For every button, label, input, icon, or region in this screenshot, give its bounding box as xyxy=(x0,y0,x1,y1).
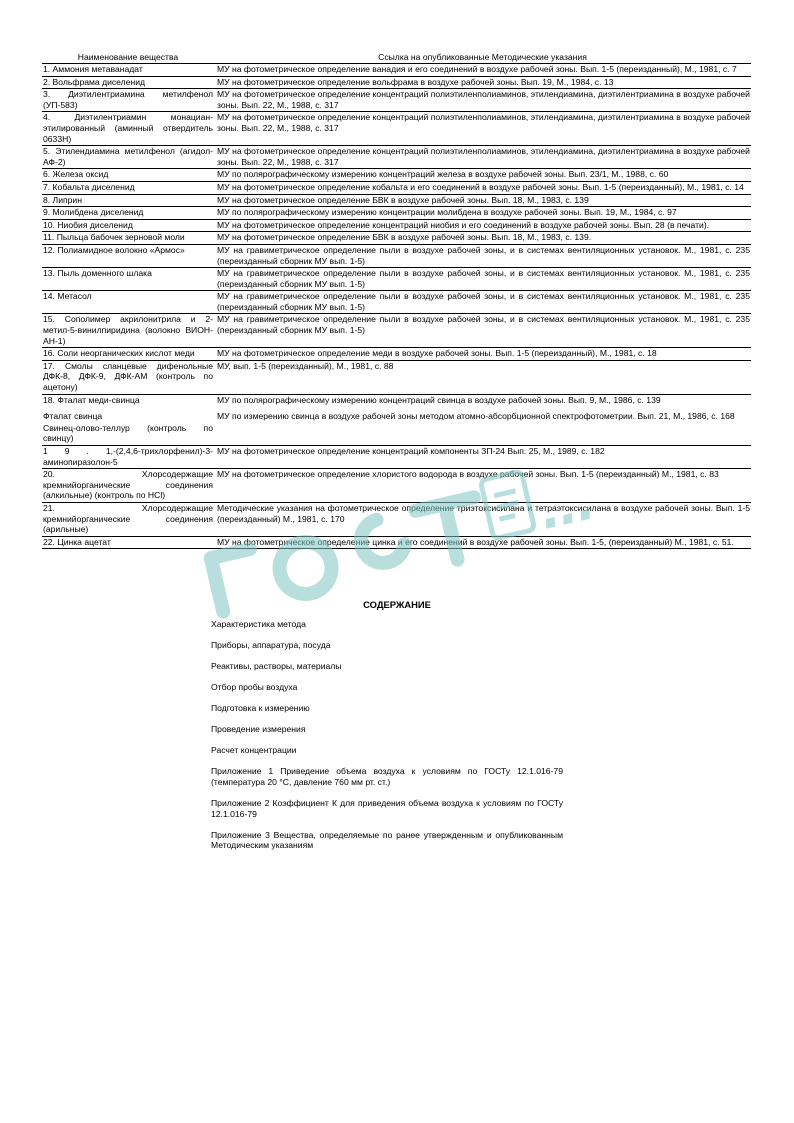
table-row xyxy=(42,112,751,146)
reference-cell: МУ на гравиметрическое определение пыли в воздухе рабочей зоны, и в системах вентиляционных установок. М., 1981, с. 235 (переизданный сборник МУ вып. 1-5) xyxy=(214,314,751,348)
header-substance-name: Наименование вещества xyxy=(42,52,214,64)
substance-name-cell: 13. Пыль доменного шлака xyxy=(42,268,214,291)
reference-cell: МУ на фотометрическое определение хлористого водорода в воздухе рабочей зоны. Вып. 1-5 (переизданный) М., 1981, с. 83 xyxy=(214,469,751,503)
reference-cell: МУ по полярографическому измерению концентрации молибдена в воздухе рабочей зоны. Вып. 19, М., 1984, с. 97 xyxy=(214,207,751,220)
reference-cell: МУ на фотометрическое определение концентраций полиэтиленполиаминов, этилендиамина, диэтилентриамина в воздухе рабочей зоны. Вып. 22, М., 1988, с. 317 xyxy=(214,146,751,169)
substance-name-cell: 20. Хлорсодержащие кремнийорганические соединения (алкильные) (контроль по HCl) xyxy=(42,469,214,503)
substance-name-cell: 7. Кобальта диселенид xyxy=(42,181,214,194)
contents-item: Подготовка к измерению xyxy=(211,702,310,713)
substance-name-cell: 8. Липрин xyxy=(42,194,214,207)
table-row xyxy=(42,207,751,220)
reference-cell: МУ, вып. 1-5 (переизданный), М., 1981, с. 88 xyxy=(214,360,751,394)
contents-item: Проведение измерения xyxy=(211,724,306,735)
substance-name-cell: Фталат свинца xyxy=(43,411,103,422)
substance-name-cell: 22. Цинка ацетат xyxy=(42,536,214,549)
contents-item: Приборы, аппаратура, посуда xyxy=(211,639,331,650)
table-row xyxy=(42,348,751,361)
table-row xyxy=(42,360,751,394)
reference-cell: МУ на фотометрическое определение концентраций ниобия и его соединений в воздухе рабочей зоны. Вып. 28 (в печати). xyxy=(214,219,751,232)
contents-item: Приложение 2 Коэффициент К для приведения объема воздуха к условиям по ГОСТу 12.1.016-79 xyxy=(211,797,563,819)
reference-cell: МУ на фотометрическое определение концентраций полиэтиленполиаминов, этилендиамина, диэтилентриамина в воздухе рабочей зоны. Вып. 22, М., 1988, с. 317 xyxy=(214,112,751,146)
reference-cell: Методические указания на фотометрическое определение триэтоксисилана и тетраэтоксисилана в воздухе рабочей зоны. Вып. 1-5 (переизданный) М., 1981, с. 170 xyxy=(214,502,751,536)
table-row xyxy=(42,268,751,291)
table-row xyxy=(42,469,751,503)
reference-cell: МУ на гравиметрическое определение пыли в воздухе рабочей зоны, и в системах вентиляционных установок. М., 1981, с. 235 (переизданный сборник МУ вып. 1-5) xyxy=(214,244,751,267)
contents-list xyxy=(211,619,563,851)
substance-name-cell: 14. Метасол xyxy=(42,291,214,314)
contents-item: Характеристика метода xyxy=(211,618,306,629)
substance-name-cell: 3. Диэтилентриамина метилфенол (УП-583) xyxy=(42,89,214,112)
reference-cell: МУ на фотометрическое определение БВК в воздухе рабочей зоны. Вып. 18, М., 1983, с. 139. xyxy=(214,232,751,245)
table-row xyxy=(42,232,751,245)
table-row xyxy=(42,394,751,406)
substance-name-cell: 10. Ниобия диселенид xyxy=(42,219,214,232)
table-row xyxy=(42,76,751,89)
table-row xyxy=(42,181,751,194)
table-row xyxy=(42,219,751,232)
reference-cell: МУ на фотометрическое определение кобальта и его соединений в воздухе рабочей зоны. Вып. 1-5 (переизданный), М., 1981, с. 14 xyxy=(214,181,751,194)
table-row xyxy=(42,146,751,169)
table-row xyxy=(42,536,751,549)
contents-item: Отбор пробы воздуха xyxy=(211,681,298,692)
substance-name-cell: 1. Аммония метаванадат xyxy=(42,64,214,77)
substance-name-cell: 18. Фталат меди-свинца xyxy=(43,394,140,405)
contents-item: Расчет концентрации xyxy=(211,745,297,756)
substance-name-cell: 12. Полиамидное волокно «Армос» xyxy=(42,244,214,267)
table-row xyxy=(42,244,751,267)
table-row xyxy=(42,314,751,348)
reference-cell xyxy=(214,423,751,446)
contents-title: СОДЕРЖАНИЕ xyxy=(363,599,431,610)
table-row xyxy=(42,423,751,446)
reference-cell: МУ на гравиметрическое определение пыли в воздухе рабочей зоны, и в системах вентиляционных установок. М., 1981, с. 235 (переизданный сборник МУ вып. 1-5) xyxy=(214,268,751,291)
reference-cell: МУ по полярографическому измерению концентраций свинца в воздухе рабочей зоны. Вып. 9, М., 1986, с. 139 xyxy=(217,394,661,405)
header-reference: Ссылка на опубликованные Методические указания xyxy=(214,52,751,64)
substances-table xyxy=(42,52,751,549)
watermark-text: ... xyxy=(531,460,601,543)
reference-cell: МУ на фотометрическое определение меди в воздухе рабочей зоны. Вып. 1-5 (переизданный), М., 1981, с. 18 xyxy=(214,348,751,361)
contents-item: Реактивы, растворы, материалы xyxy=(211,660,342,671)
reference-cell: МУ на фотометрическое определение цинка и его соединений в воздухе рабочей зоны. Вып. 1-5, (переизданный) М., 1981, с. 51. xyxy=(214,536,751,549)
table-row xyxy=(42,64,751,77)
table-row xyxy=(42,194,751,207)
contents-section xyxy=(211,600,563,861)
reference-cell: МУ на фотометрическое определение ванадия и его соединений в воздухе рабочей зоны. Вып. 1-5 (переизданный), М., 1981, с. 7 xyxy=(214,64,751,77)
reference-cell: МУ на фотометрическое определение концентраций компоненты ЗП-24 Вып. 25, М., 1989, с. 182 xyxy=(214,446,751,469)
substance-name-cell: 9. Молибдена диселенид xyxy=(42,207,214,220)
substance-name-cell: 6. Железа оксид xyxy=(42,169,214,182)
reference-cell: МУ по полярографическому измерению концентраций железа в воздухе рабочей зоны. Вып. 23/1, М., 1988, с. 60 xyxy=(214,169,751,182)
reference-cell: МУ на фотометрическое определение вольфрама в воздухе рабочей зоны. Вып. 19, М., 1984, с. 13 xyxy=(214,76,751,89)
substance-name-cell: 11. Пыльца бабочек зерновой моли xyxy=(42,232,214,245)
table-row xyxy=(42,291,751,314)
reference-cell: МУ на фотометрическое определение БВК в воздухе рабочей зоны. Вып. 18, М., 1983, с. 139 xyxy=(214,194,751,207)
table-row xyxy=(42,502,751,536)
contents-item: Приложение 1 Приведение объема воздуха к условиям по ГОСТу 12.1.016-79 (температура 20 °С, давление 760 мм рт. ст.) xyxy=(211,766,563,787)
table-row xyxy=(42,406,751,423)
substance-name-cell: 4. Диэтилентриамин монацианэтилированный (аминный отвердитель 0633Н) xyxy=(42,112,214,146)
substance-name-cell: 1 9 . 1,-(2,4,6-трихлорфенил)-3-аминопиразолон-5 xyxy=(42,446,214,469)
table-row xyxy=(42,446,751,469)
substance-name-cell: 5. Этилендиамина метилфенол (агидол-АФ-2) xyxy=(42,146,214,169)
substance-name-cell: 21. Хлорсодержащие кремнийорганические соединения (арильные) xyxy=(42,502,214,536)
table-row xyxy=(42,89,751,112)
substance-name-cell: 15. Сополимер акрилонитрила и 2-метил-5-винилпиридина (волокно ВИОН-АН-1) xyxy=(42,314,214,348)
substance-name-cell: 2. Вольфрама диселенид xyxy=(42,76,214,89)
substance-name-cell: 16. Соли неорганических кислот меди xyxy=(42,348,214,361)
reference-cell: МУ на гравиметрическое определение пыли в воздухе рабочей зоны, и в системах вентиляционных установок. М., 1981, с. 235 (переизданный сборник МУ вып. 1-5) xyxy=(214,291,751,314)
contents-item: Приложение 3 Вещества, определяемые по ранее утвержденным и опубликованным Методическим указаниям xyxy=(211,829,563,851)
table-header-row xyxy=(42,52,751,64)
table-row xyxy=(42,169,751,182)
reference-cell: МУ на фотометрическое определение концентраций полиэтиленполиаминов, этилендиамина, диэтилентриамина в воздухе рабочей зоны. Вып. 22, М., 1988, с. 317 xyxy=(214,89,751,112)
substance-name-cell: Свинец-олово-теллур (контроль по свинцу) xyxy=(42,423,214,446)
substance-name-cell: 17. Смолы сланцевые дифенольные ДФК-8, ДФК-9, ДФК-АМ (контроль по ацетону) xyxy=(42,360,214,394)
reference-cell: МУ по измерению свинца в воздухе рабочей зоны методом атомно-абсорбционной спектрофотометрии. Вып. 21, М., 1986, с. 168 xyxy=(217,411,735,422)
